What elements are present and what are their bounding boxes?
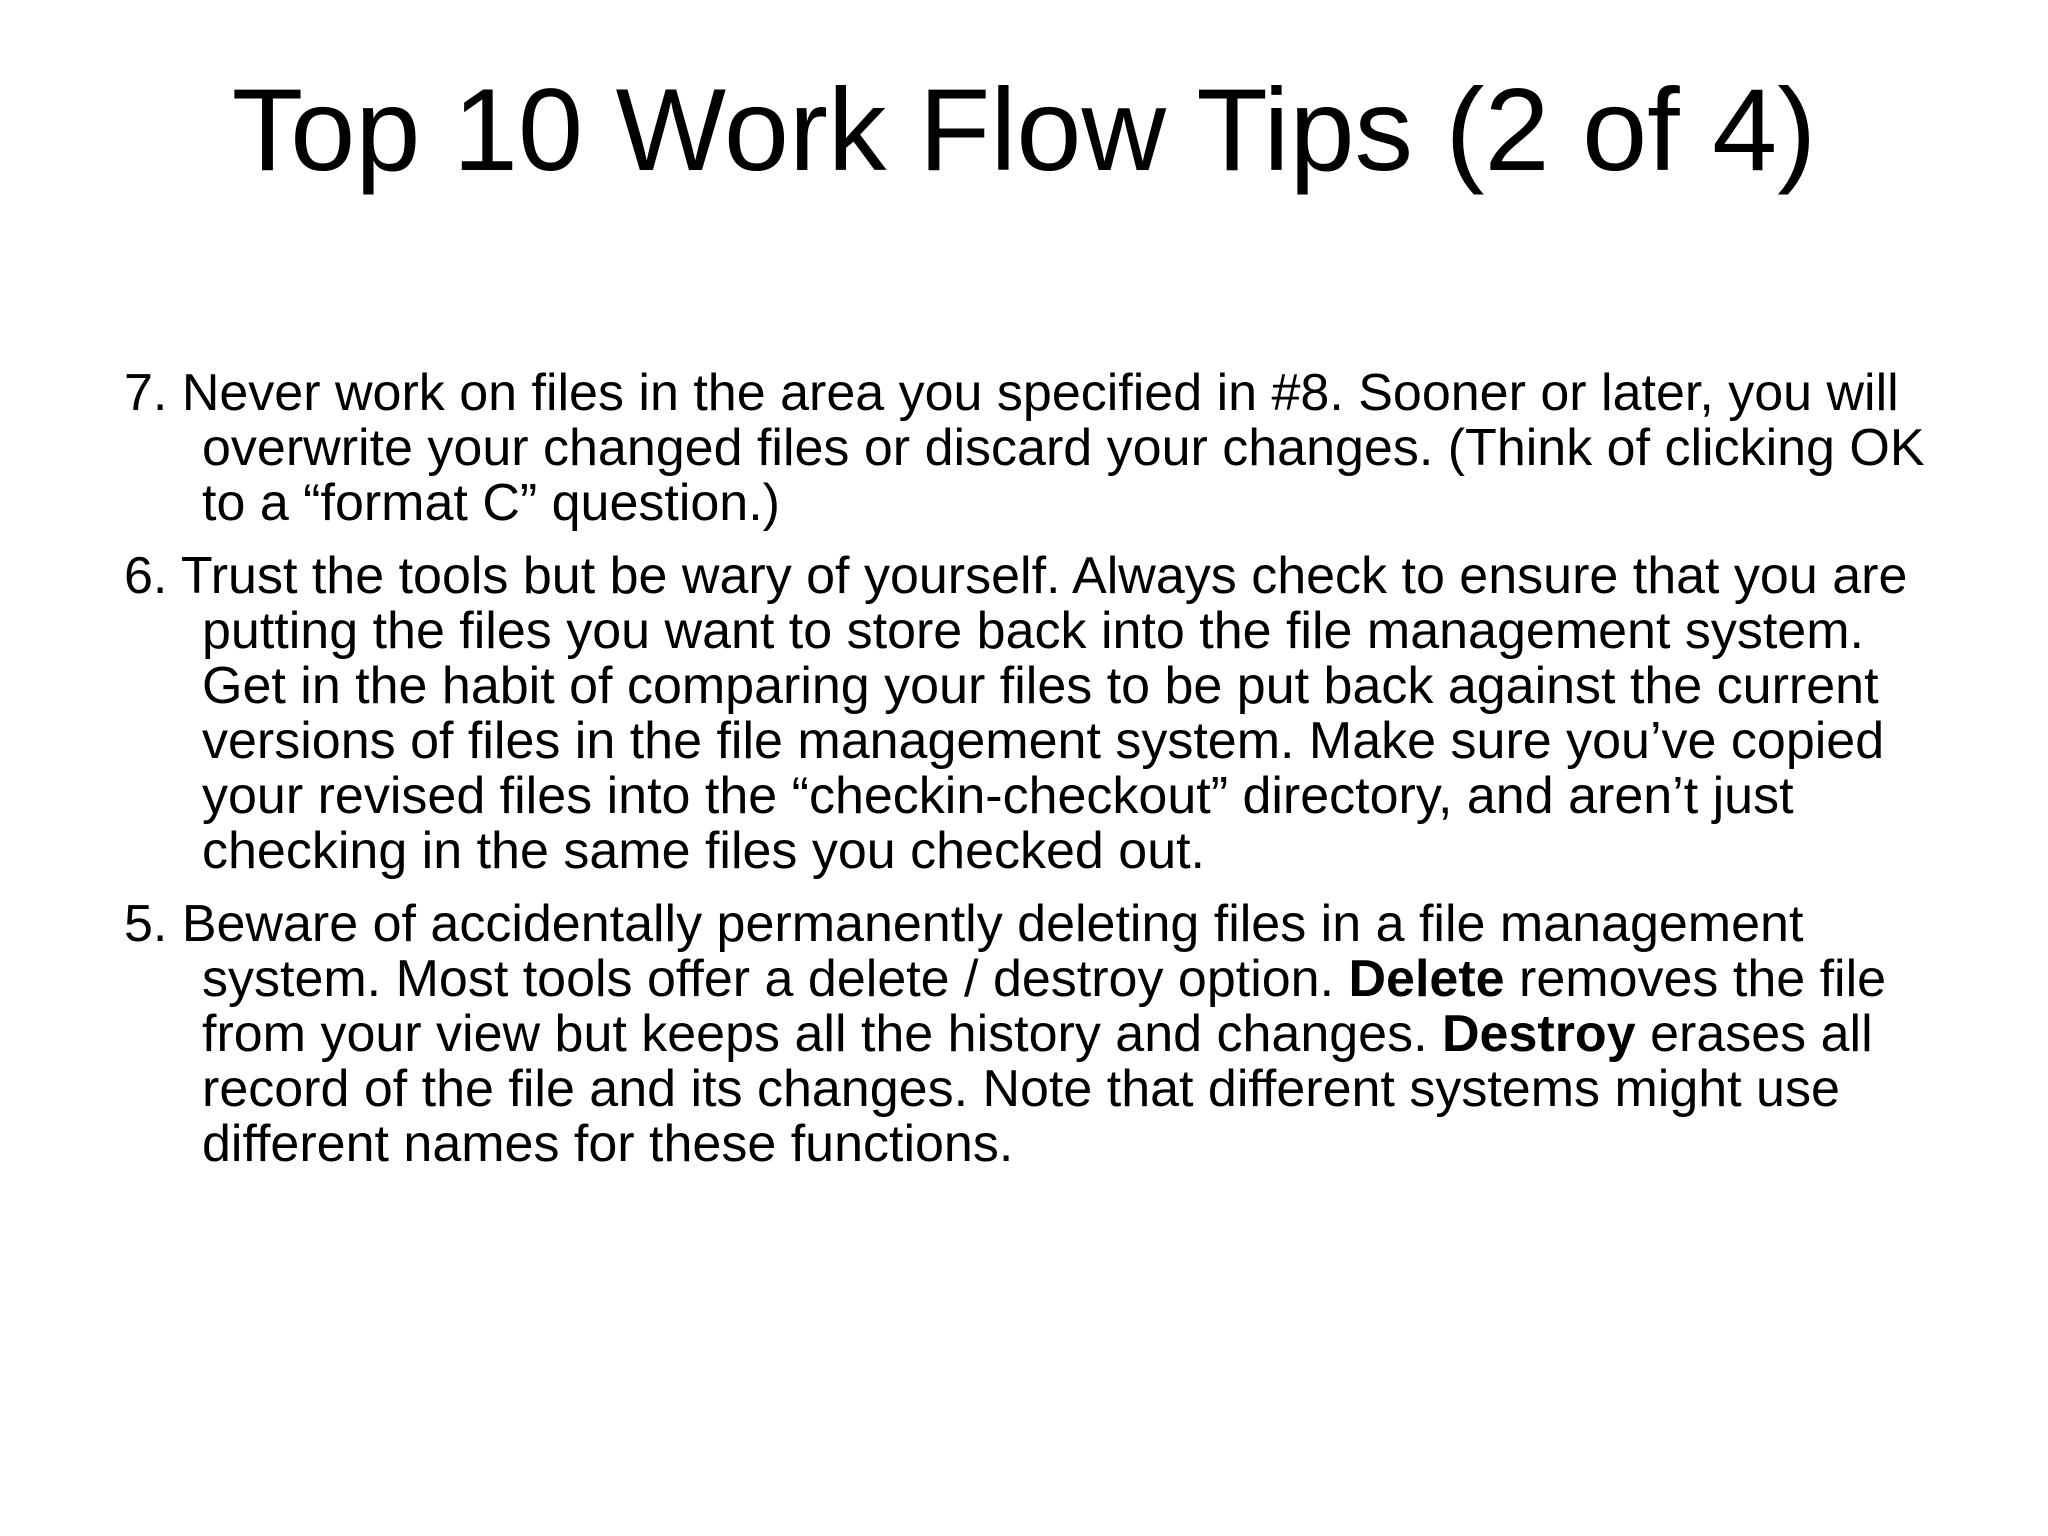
tips-list bbox=[124, 366, 1944, 1190]
tip-text: Never work on files in the area you specified in #8. Sooner or later, you will overwrite your changed files or discard your changes. (Think of clicking OK to a “format C” question.) bbox=[181, 364, 1925, 532]
delete-term: Delete bbox=[1348, 950, 1505, 1008]
tip-text: Trust the tools but be wary of yourself. Always check to ensure that you are putting the files you want to store back into the file management system. Get in the habit of comparing your files to be put back against the current versions of files in the file management system. Make sure you’ve copied your revised files into the “checkin-checkout” directory, and aren’t just checking in the same files you checked out. bbox=[180, 547, 1908, 880]
slide-title: Top 10 Work Flow Tips (2 of 4) bbox=[231, 64, 1817, 195]
tip-text: erases all record of the file and its changes. Note that different systems might use different names for these functions. bbox=[202, 1005, 1873, 1173]
tip-6 bbox=[124, 549, 1944, 879]
tip-text: removes the file from your view but keeps all the history and changes. bbox=[202, 950, 1887, 1063]
tip-7 bbox=[124, 366, 1944, 531]
tip-5 bbox=[124, 897, 1944, 1172]
destroy-term: Destroy bbox=[1441, 1005, 1636, 1063]
tip-number: 5. bbox=[124, 895, 168, 953]
tip-number: 6. bbox=[124, 547, 168, 605]
tip-number: 7. bbox=[124, 364, 168, 422]
tip-text: Beware of accidentally permanently deleting files in a file management system. Most tools offer a delete / destroy option. bbox=[181, 895, 1804, 1008]
